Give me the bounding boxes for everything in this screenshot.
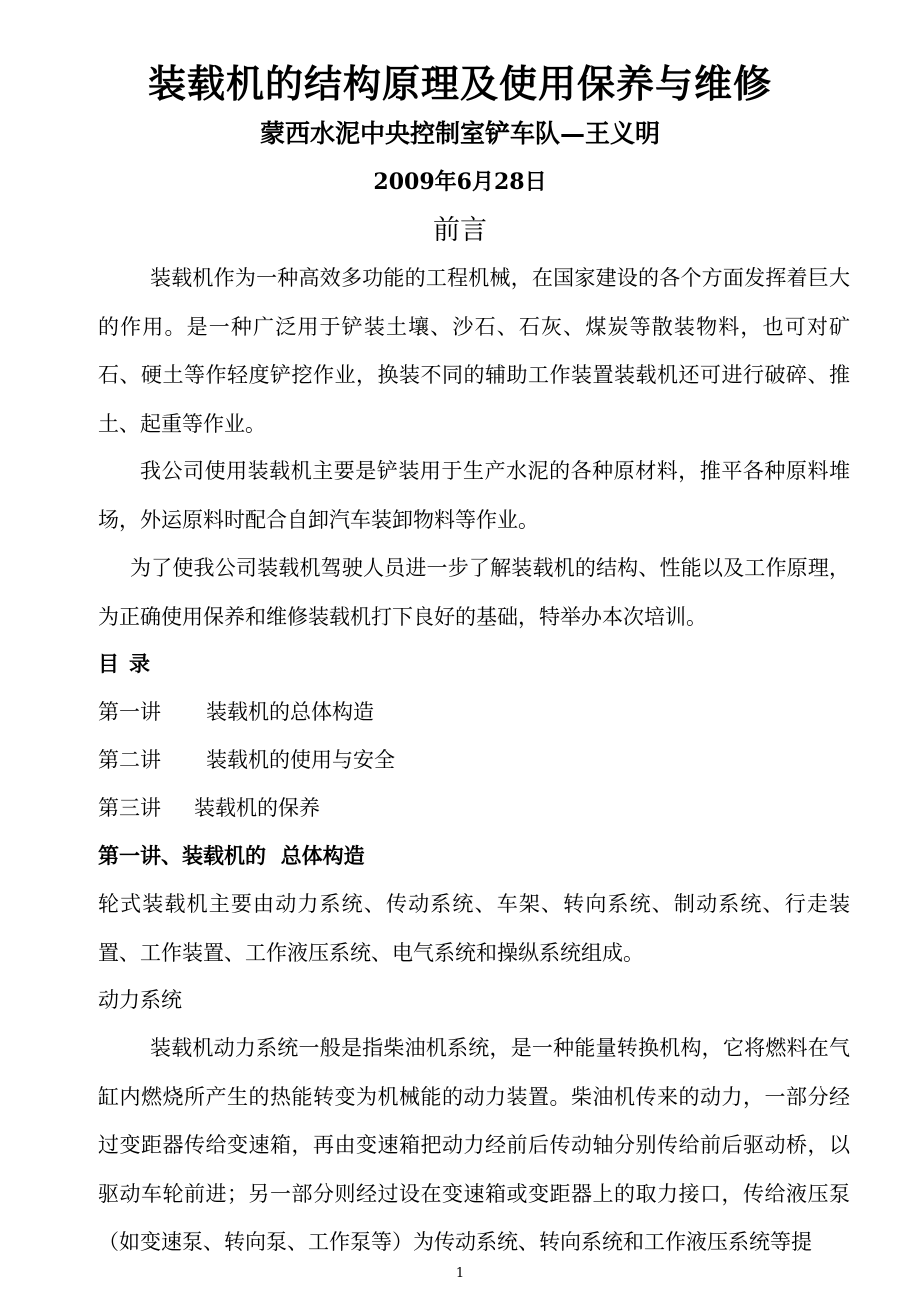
toc-item-number: 第二讲	[98, 748, 161, 772]
section-heading: 第一讲、装载机的 总体构造	[98, 843, 365, 868]
toc-item-number: 第三讲	[98, 796, 161, 820]
preface-paragraph: 装载机作为一种高效多功能的工程机械，在国家建设的各个方面发挥着巨大的作用。是一种广泛用于铲装土壤、沙石、石灰、煤炭等散装物料，也可对矿石、硬土等作轻度铲挖作业，换装不同的辅助工作装置装载机还可进行破碎、推土、起重等作业。	[98, 266, 850, 436]
section-subheading: 动力系统	[98, 988, 182, 1012]
document-title: 装载机的结构原理及使用保养与维修	[147, 61, 772, 106]
preface-paragraph: 我公司使用装载机主要是铲装用于生产水泥的各种原材料，推平各种原料堆场，外运原料时配合自卸汽车装卸物料等作业。	[98, 459, 850, 532]
document-date: 2009年6月28日	[373, 169, 547, 195]
toc-title: 目录	[98, 651, 160, 676]
preface-heading: 前言	[433, 215, 487, 246]
document-subtitle: 蒙西水泥中央控制室铲车队—王义明	[259, 119, 660, 148]
toc-item	[98, 784, 320, 832]
toc-item-label: 装载机的使用与安全	[206, 748, 395, 772]
toc-item-number: 第一讲	[98, 700, 161, 724]
section-intro-paragraph: 轮式装载机主要由动力系统、传动系统、车架、转向系统、制动系统、行走装置、工作装置、工作液压系统、电气系统和操纵系统组成。	[98, 892, 850, 965]
section-body-paragraph: 装载机动力系统一般是指柴油机系统，是一种能量转换机构，它将燃料在气缸内燃烧所产生的热能转变为机械能的动力装置。柴油机传来的动力，一部分经过变距器传给变速箱，再由变速箱把动力经前后传动轴分别传给前后驱动桥，以驱动车轮前进；另一部分则经过设在变速箱或变距器上的取力接口，传给液压泵（如变速泵、转向泵、工作泵等）为传动系统、转向系统和工作液压系统等提	[98, 1036, 850, 1254]
toc-item	[98, 688, 374, 736]
toc-item	[98, 736, 395, 784]
preface-paragraph: 为了使我公司装载机驾驶人员进一步了解装载机的结构、性能以及工作原理，为正确使用保养和维修装载机打下良好的基础，特举办本次培训。	[98, 556, 850, 629]
page-number: 1	[455, 1266, 465, 1281]
toc-item-label: 装载机的保养	[194, 796, 320, 820]
toc-item-label: 装载机的总体构造	[206, 700, 374, 724]
